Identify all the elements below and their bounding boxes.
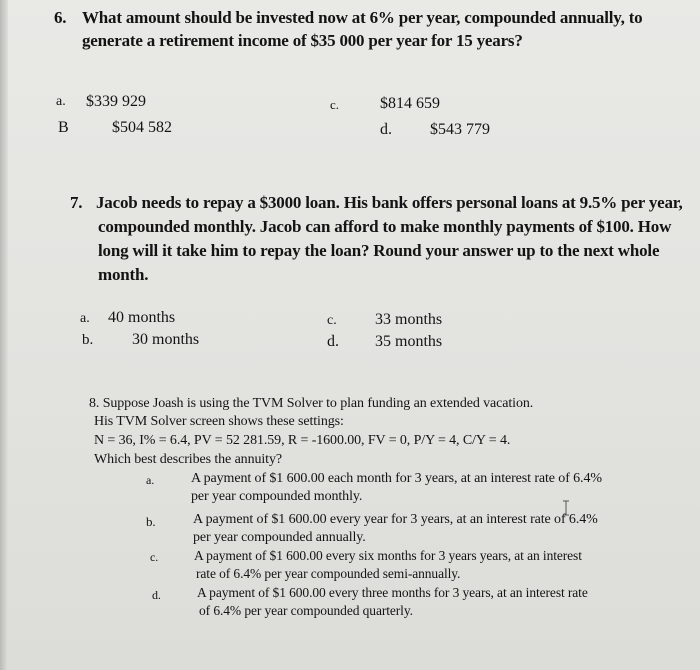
q8-option-c-line1: A payment of $1 600.00 every six months for 3 years years, at an interest (194, 548, 582, 563)
q6-option-d-letter: d. (380, 121, 392, 138)
q8-option-c-line2: rate of 6.4% per year compounded semi-annually. (196, 566, 461, 581)
question-7-text-line2: compounded monthly. Jacob can afford to make monthly payments of $100. How (98, 217, 672, 236)
q7-option-c-letter: c. (327, 313, 337, 328)
q8-option-a-line2: per year compounded monthly. (191, 489, 363, 504)
question-8-text-line2: His TVM Solver screen shows these settings: (94, 414, 344, 429)
q7-option-d-text: 35 months (375, 333, 443, 350)
q6-option-a-letter: a. (56, 94, 66, 109)
q8-option-b-line1: A payment of $1 600.00 every year for 3 years, at an interest rate of 6.4% (193, 512, 598, 527)
question-8-text-line1: 8. Suppose Joash is using the TVM Solver to plan funding an extended vacation. (89, 396, 534, 411)
q6-option-c-letter: c. (330, 97, 340, 112)
q7-option-a-text: 40 months (108, 309, 176, 326)
q7-option-a-letter: a. (80, 311, 90, 326)
question-7-text-line1: Jacob needs to repay a $3000 loan. His bank offers personal loans at 9.5% per year, (96, 193, 683, 212)
q7-option-b-text: 30 months (132, 331, 200, 348)
q7-option-c-text: 33 months (375, 311, 443, 328)
q8-option-b-line2: per year compounded annually. (193, 530, 366, 545)
q8-option-b-letter: b. (146, 514, 156, 529)
q8-option-d-letter: d. (152, 588, 161, 602)
question-6-text-line1: What amount should be invested now at 6% per year, compounded annually, to (82, 8, 643, 27)
question-6-number: 6. (54, 8, 67, 27)
q7-option-b-letter: b. (82, 332, 94, 348)
question-8-text-line4: Which best describes the annuity? (94, 452, 282, 467)
q6-option-b-letter: B (58, 119, 69, 136)
q6-option-a-text: $339 929 (86, 93, 146, 110)
q8-option-c-letter: c. (150, 550, 159, 564)
q8-option-d-line2: of 6.4% per year compounded quarterly. (199, 603, 413, 618)
question-6-text-line2: generate a retirement income of $35 000 per year for 15 years? (82, 31, 523, 50)
question-7-text-line4: month. (98, 265, 149, 284)
q6-option-c-text: $814 659 (380, 95, 440, 112)
text-cursor-icon (561, 500, 571, 520)
question-7-text-line3: long will it take him to repay the loan? Round your answer up to the next whole (98, 241, 660, 260)
q8-option-d-line1: A payment of $1 600.00 every three months for 3 years, at an interest rate (197, 585, 588, 600)
q7-option-d-letter: d. (327, 333, 339, 350)
question-7-number: 7. (70, 193, 83, 212)
q8-option-a-line1: A payment of $1 600.00 each month for 3 years, at an interest rate of 6.4% (191, 471, 602, 486)
question-8-text-line3: N = 36, I% = 6.4, PV = 52 281.59, R = -1600.00, FV = 0, P/Y = 4, C/Y = 4. (94, 433, 511, 448)
page-edge-shadow (0, 0, 8, 670)
q6-option-d-text: $543 779 (430, 121, 490, 138)
q6-option-b-text: $504 582 (112, 119, 172, 136)
q8-option-a-letter: a. (146, 473, 155, 487)
